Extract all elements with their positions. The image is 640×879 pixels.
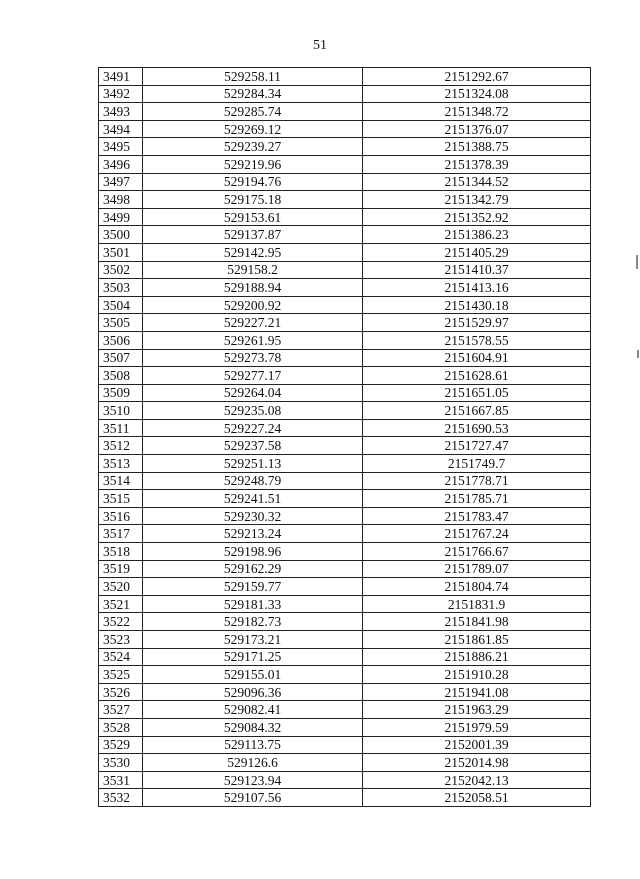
x-coordinate-cell: 529200.92 <box>143 296 363 314</box>
table-row <box>99 279 591 297</box>
x-coordinate-cell: 529277.17 <box>143 367 363 385</box>
table-row <box>99 243 591 261</box>
x-coordinate-cell: 529126.6 <box>143 754 363 772</box>
point-number-cell: 3508 <box>99 367 143 385</box>
x-coordinate-cell: 529159.77 <box>143 578 363 596</box>
x-coordinate-cell: 529227.24 <box>143 419 363 437</box>
x-coordinate-cell: 529182.73 <box>143 613 363 631</box>
y-coordinate-cell: 2151690.53 <box>363 419 591 437</box>
y-coordinate-cell: 2151352.92 <box>363 208 591 226</box>
table-row <box>99 191 591 209</box>
table-row <box>99 543 591 561</box>
point-number-cell: 3505 <box>99 314 143 332</box>
x-coordinate-cell: 529273.78 <box>143 349 363 367</box>
table-row <box>99 490 591 508</box>
point-number-cell: 3524 <box>99 648 143 666</box>
x-coordinate-cell: 529264.04 <box>143 384 363 402</box>
x-coordinate-cell: 529227.21 <box>143 314 363 332</box>
x-coordinate-cell: 529142.95 <box>143 243 363 261</box>
table-row <box>99 701 591 719</box>
y-coordinate-cell: 2151529.97 <box>363 314 591 332</box>
point-number-cell: 3522 <box>99 613 143 631</box>
table-row <box>99 349 591 367</box>
y-coordinate-cell: 2151766.67 <box>363 543 591 561</box>
x-coordinate-cell: 529162.29 <box>143 560 363 578</box>
point-number-cell: 3525 <box>99 666 143 684</box>
coordinates-table <box>98 67 591 807</box>
x-coordinate-cell: 529158.2 <box>143 261 363 279</box>
table-row <box>99 173 591 191</box>
x-coordinate-cell: 529096.36 <box>143 683 363 701</box>
x-coordinate-cell: 529230.32 <box>143 507 363 525</box>
x-coordinate-cell: 529251.13 <box>143 455 363 473</box>
x-coordinate-cell: 529285.74 <box>143 103 363 121</box>
point-number-cell: 3492 <box>99 85 143 103</box>
x-coordinate-cell: 529261.95 <box>143 331 363 349</box>
point-number-cell: 3510 <box>99 402 143 420</box>
table-row <box>99 120 591 138</box>
table-body <box>99 68 591 807</box>
x-coordinate-cell: 529171.25 <box>143 648 363 666</box>
y-coordinate-cell: 2151804.74 <box>363 578 591 596</box>
table-row <box>99 402 591 420</box>
table-row <box>99 367 591 385</box>
y-coordinate-cell: 2151783.47 <box>363 507 591 525</box>
table-row <box>99 455 591 473</box>
page-number: 51 <box>313 38 327 53</box>
table-row <box>99 138 591 156</box>
y-coordinate-cell: 2151628.61 <box>363 367 591 385</box>
table-row <box>99 595 591 613</box>
x-coordinate-cell: 529153.61 <box>143 208 363 226</box>
table-row <box>99 437 591 455</box>
table-row <box>99 314 591 332</box>
table-row <box>99 85 591 103</box>
x-coordinate-cell: 529084.32 <box>143 718 363 736</box>
point-number-cell: 3513 <box>99 455 143 473</box>
table-row <box>99 525 591 543</box>
y-coordinate-cell: 2151651.05 <box>363 384 591 402</box>
x-coordinate-cell: 529258.11 <box>143 68 363 86</box>
table-row <box>99 68 591 86</box>
y-coordinate-cell: 2151378.39 <box>363 155 591 173</box>
table-row <box>99 103 591 121</box>
x-coordinate-cell: 529241.51 <box>143 490 363 508</box>
x-coordinate-cell: 529284.34 <box>143 85 363 103</box>
y-coordinate-cell: 2151324.08 <box>363 85 591 103</box>
point-number-cell: 3517 <box>99 525 143 543</box>
y-coordinate-cell: 2151785.71 <box>363 490 591 508</box>
point-number-cell: 3526 <box>99 683 143 701</box>
y-coordinate-cell: 2151604.91 <box>363 349 591 367</box>
x-coordinate-cell: 529219.96 <box>143 155 363 173</box>
point-number-cell: 3498 <box>99 191 143 209</box>
point-number-cell: 3491 <box>99 68 143 86</box>
y-coordinate-cell: 2151861.85 <box>363 631 591 649</box>
x-coordinate-cell: 529175.18 <box>143 191 363 209</box>
point-number-cell: 3500 <box>99 226 143 244</box>
point-number-cell: 3496 <box>99 155 143 173</box>
table-row <box>99 296 591 314</box>
y-coordinate-cell: 2151386.23 <box>363 226 591 244</box>
y-coordinate-cell: 2151410.37 <box>363 261 591 279</box>
table-row <box>99 208 591 226</box>
point-number-cell: 3493 <box>99 103 143 121</box>
y-coordinate-cell: 2151430.18 <box>363 296 591 314</box>
table-row <box>99 666 591 684</box>
point-number-cell: 3506 <box>99 331 143 349</box>
point-number-cell: 3504 <box>99 296 143 314</box>
table-row <box>99 648 591 666</box>
point-number-cell: 3511 <box>99 419 143 437</box>
x-coordinate-cell: 529181.33 <box>143 595 363 613</box>
y-coordinate-cell: 2151963.29 <box>363 701 591 719</box>
point-number-cell: 3509 <box>99 384 143 402</box>
y-coordinate-cell: 2151841.98 <box>363 613 591 631</box>
table-row <box>99 331 591 349</box>
table-row <box>99 754 591 772</box>
y-coordinate-cell: 2151342.79 <box>363 191 591 209</box>
point-number-cell: 3529 <box>99 736 143 754</box>
x-coordinate-cell: 529082.41 <box>143 701 363 719</box>
y-coordinate-cell: 2151292.67 <box>363 68 591 86</box>
x-coordinate-cell: 529137.87 <box>143 226 363 244</box>
point-number-cell: 3512 <box>99 437 143 455</box>
point-number-cell: 3531 <box>99 771 143 789</box>
y-coordinate-cell: 2151405.29 <box>363 243 591 261</box>
point-number-cell: 3502 <box>99 261 143 279</box>
x-coordinate-cell: 529113.75 <box>143 736 363 754</box>
point-number-cell: 3494 <box>99 120 143 138</box>
table-row <box>99 683 591 701</box>
table-row <box>99 789 591 807</box>
point-number-cell: 3520 <box>99 578 143 596</box>
y-coordinate-cell: 2151727.47 <box>363 437 591 455</box>
table-row <box>99 261 591 279</box>
y-coordinate-cell: 2151413.16 <box>363 279 591 297</box>
point-number-cell: 3521 <box>99 595 143 613</box>
y-coordinate-cell: 2151886.21 <box>363 648 591 666</box>
table-row <box>99 507 591 525</box>
y-coordinate-cell: 2151789.07 <box>363 560 591 578</box>
y-coordinate-cell: 2152001.39 <box>363 736 591 754</box>
table-row <box>99 560 591 578</box>
point-number-cell: 3530 <box>99 754 143 772</box>
x-coordinate-cell: 529269.12 <box>143 120 363 138</box>
table-row <box>99 771 591 789</box>
point-number-cell: 3495 <box>99 138 143 156</box>
point-number-cell: 3523 <box>99 631 143 649</box>
point-number-cell: 3518 <box>99 543 143 561</box>
x-coordinate-cell: 529213.24 <box>143 525 363 543</box>
point-number-cell: 3528 <box>99 718 143 736</box>
x-coordinate-cell: 529155.01 <box>143 666 363 684</box>
y-coordinate-cell: 2151831.9 <box>363 595 591 613</box>
x-coordinate-cell: 529123.94 <box>143 771 363 789</box>
table-row <box>99 419 591 437</box>
y-coordinate-cell: 2151910.28 <box>363 666 591 684</box>
x-coordinate-cell: 529188.94 <box>143 279 363 297</box>
y-coordinate-cell: 2151388.75 <box>363 138 591 156</box>
table-row <box>99 578 591 596</box>
x-coordinate-cell: 529237.58 <box>143 437 363 455</box>
y-coordinate-cell: 2152042.13 <box>363 771 591 789</box>
x-coordinate-cell: 529239.27 <box>143 138 363 156</box>
y-coordinate-cell: 2151767.24 <box>363 525 591 543</box>
y-coordinate-cell: 2151376.07 <box>363 120 591 138</box>
x-coordinate-cell: 529194.76 <box>143 173 363 191</box>
y-coordinate-cell: 2152058.51 <box>363 789 591 807</box>
y-coordinate-cell: 2151344.52 <box>363 173 591 191</box>
y-coordinate-cell: 2151941.08 <box>363 683 591 701</box>
y-coordinate-cell: 2151979.59 <box>363 718 591 736</box>
scan-margin-mark <box>637 350 639 358</box>
x-coordinate-cell: 529107.56 <box>143 789 363 807</box>
x-coordinate-cell: 529248.79 <box>143 472 363 490</box>
table-row <box>99 155 591 173</box>
table-row <box>99 384 591 402</box>
y-coordinate-cell: 2151578.55 <box>363 331 591 349</box>
y-coordinate-cell: 2151749.7 <box>363 455 591 473</box>
point-number-cell: 3514 <box>99 472 143 490</box>
table-row <box>99 613 591 631</box>
point-number-cell: 3507 <box>99 349 143 367</box>
x-coordinate-cell: 529173.21 <box>143 631 363 649</box>
point-number-cell: 3519 <box>99 560 143 578</box>
y-coordinate-cell: 2151667.85 <box>363 402 591 420</box>
table-row <box>99 736 591 754</box>
y-coordinate-cell: 2151348.72 <box>363 103 591 121</box>
scan-margin-mark <box>636 255 638 269</box>
point-number-cell: 3516 <box>99 507 143 525</box>
point-number-cell: 3497 <box>99 173 143 191</box>
point-number-cell: 3515 <box>99 490 143 508</box>
y-coordinate-cell: 2152014.98 <box>363 754 591 772</box>
table-row <box>99 718 591 736</box>
x-coordinate-cell: 529235.08 <box>143 402 363 420</box>
table-row <box>99 631 591 649</box>
point-number-cell: 3532 <box>99 789 143 807</box>
y-coordinate-cell: 2151778.71 <box>363 472 591 490</box>
table-row <box>99 226 591 244</box>
x-coordinate-cell: 529198.96 <box>143 543 363 561</box>
point-number-cell: 3501 <box>99 243 143 261</box>
table-row <box>99 472 591 490</box>
point-number-cell: 3503 <box>99 279 143 297</box>
point-number-cell: 3527 <box>99 701 143 719</box>
point-number-cell: 3499 <box>99 208 143 226</box>
